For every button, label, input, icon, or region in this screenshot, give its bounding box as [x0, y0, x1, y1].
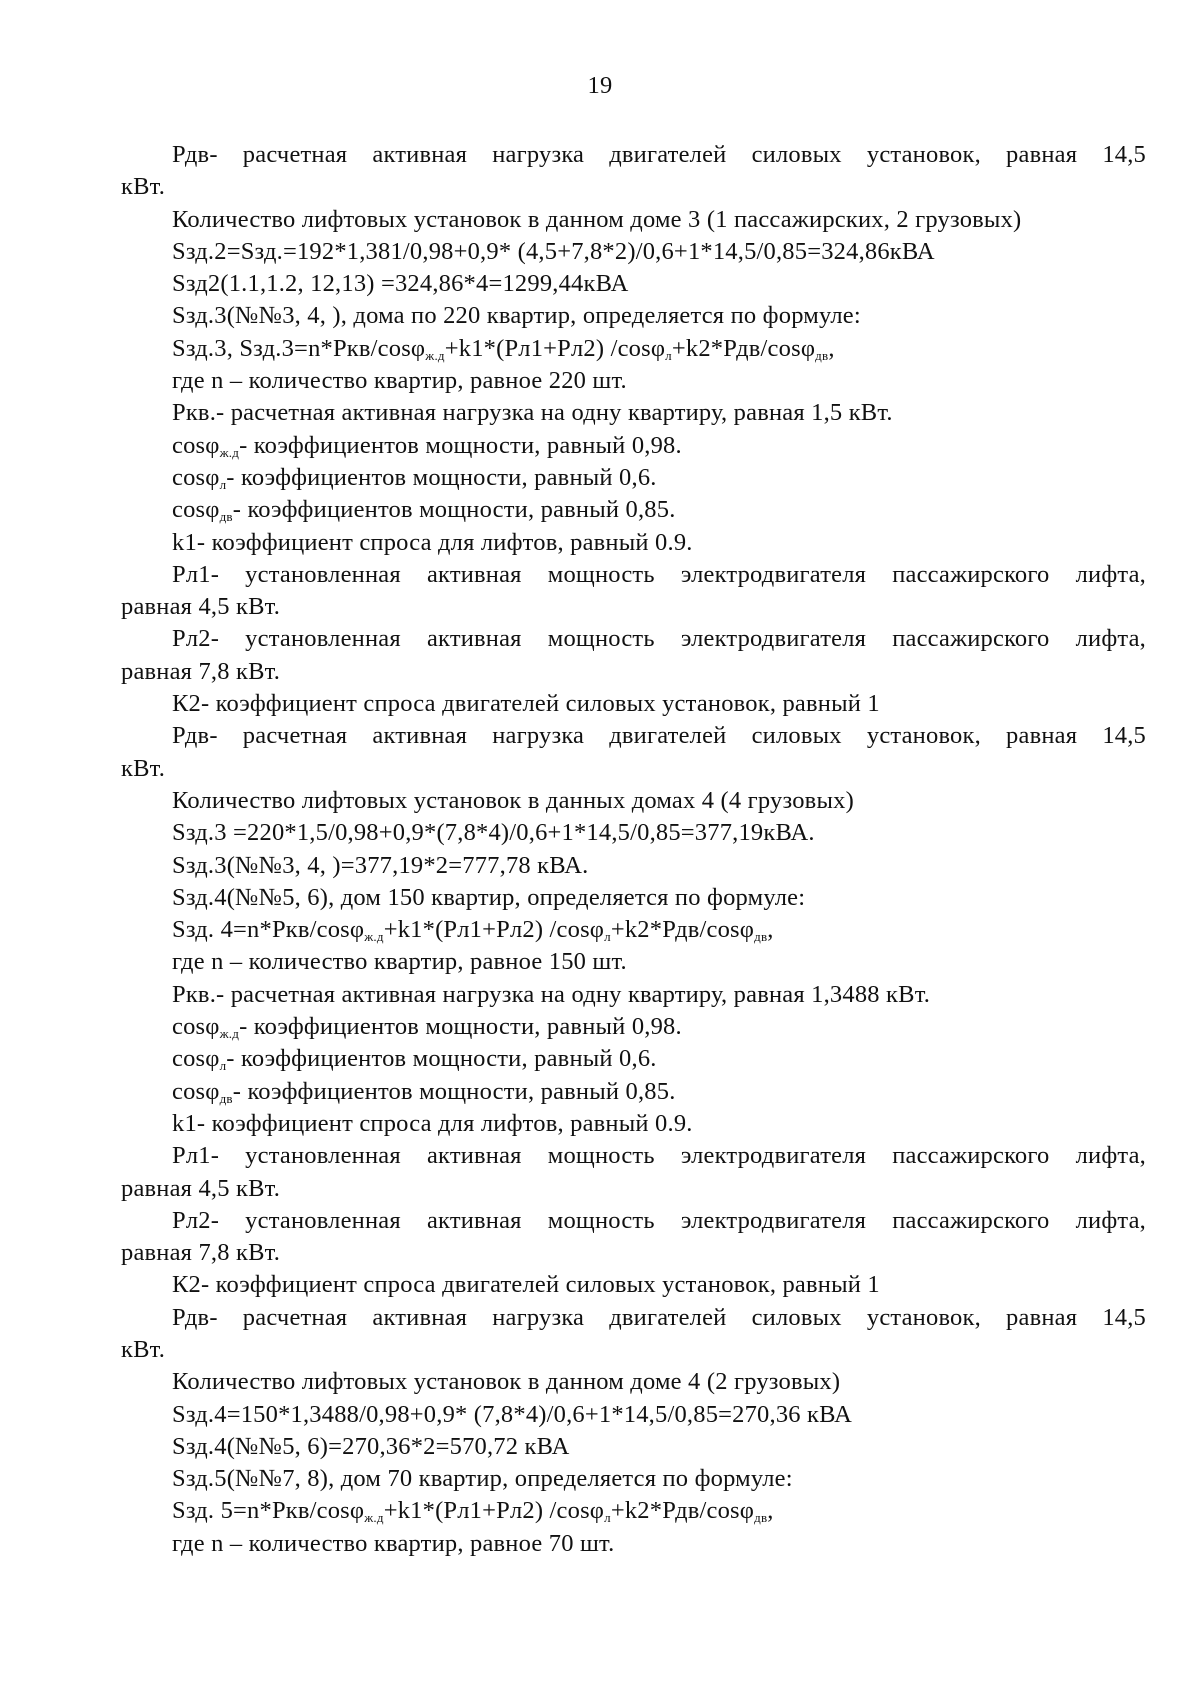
text-line: Рдв- расчетная активная нагрузка двигателей силовых установок, равная 14,5 — [172, 722, 1146, 750]
text-line: Sзд2(1.1,1.2, 12,13) =324,86*4=1299,44кВА — [172, 270, 629, 298]
subscript: дв — [754, 929, 768, 945]
text-line: кВт. — [121, 754, 166, 782]
formula-text: - коэффициентов мощности, равный 0,85. — [232, 1077, 676, 1105]
formula-text: cosφ — [172, 431, 220, 459]
subscript: дв — [754, 1510, 768, 1526]
formula-text: , — [767, 1497, 774, 1525]
text-line — [121, 1043, 1146, 1075]
subscript: ж.д — [219, 1026, 240, 1042]
subscript: л — [219, 1058, 227, 1074]
text-line: Sзд.2=Sзд.=192*1,381/0,98+0,9* (4,5+7,8*2)/0,6+1*14,5/0,85=324,86кВА — [172, 237, 935, 265]
subscript: дв — [219, 1090, 233, 1106]
text-line: где n – количество квартир, равное 70 шт. — [172, 1529, 615, 1557]
text-line: Sзд.4(№№5, 6), дом 150 квартир, определяется по формуле: — [172, 883, 806, 911]
text-line — [121, 494, 1146, 526]
subscript: л — [665, 347, 672, 363]
formula-text: Sзд.3, Sзд.3=n*Ркв/cosφ — [172, 334, 426, 362]
text-line: кВт. — [121, 173, 166, 201]
formula-text: - коэффициентов мощности, равный 0,85. — [232, 496, 676, 524]
text-line: Рл2- установленная активная мощность электродвигателя пассажирского лифта, — [172, 625, 1146, 653]
text-line — [121, 430, 1146, 462]
text-line: k1- коэффициент спроса для лифтов, равный 0.9. — [172, 1109, 693, 1137]
page-number: 19 — [587, 72, 613, 99]
formula-text: cosφ — [172, 1077, 220, 1105]
text-line: Ркв.- расчетная активная нагрузка на одну квартиру, равная 1,3488 кВт. — [172, 980, 931, 1008]
formula-text: cosφ — [172, 463, 220, 491]
formula-text: +k1*(Рл1+Рл2) /cosφ — [383, 1497, 605, 1525]
subscript: дв — [815, 347, 829, 363]
text-line — [121, 1011, 1146, 1043]
text-line: Количество лифтовых установок в данных домах 4 (4 грузовых) — [172, 786, 854, 814]
formula-text: cosφ — [172, 1045, 220, 1073]
formula-text: Sзд. 5=n*Ркв/cosφ — [172, 1497, 365, 1525]
text-line — [121, 914, 1146, 946]
subscript: дв — [219, 509, 233, 525]
text-line: k1- коэффициент спроса для лифтов, равный 0.9. — [172, 528, 693, 556]
subscript: л — [604, 929, 611, 945]
formula-text: - коэффициентов мощности, равный 0,98. — [239, 1013, 682, 1041]
text-line: Sзд.3(№№3, 4, )=377,19*2=777,78 кВА. — [172, 851, 589, 879]
text-line: Рл2- установленная активная мощность электродвигателя пассажирского лифта, — [172, 1206, 1146, 1234]
formula-text: +k1*(Рл1+Рл2) /cosφ — [444, 334, 666, 362]
text-line: Ркв.- расчетная активная нагрузка на одну квартиру, равная 1,5 кВт. — [172, 399, 893, 427]
text-line: Рдв- расчетная активная нагрузка двигателей силовых установок, равная 14,5 — [172, 1303, 1146, 1331]
text-line: Рдв- расчетная активная нагрузка двигателей силовых установок, равная 14,5 — [172, 141, 1146, 168]
text-line: Количество лифтовых установок в данном доме 3 (1 пассажирских, 2 грузовых) — [172, 205, 1022, 233]
text-line — [121, 333, 1146, 365]
formula-text: +k1*(Рл1+Рл2) /cosφ — [383, 916, 605, 944]
text-line: К2- коэффициент спроса двигателей силовых установок, равный 1 — [172, 1271, 880, 1299]
text-line: Sзд.3(№№3, 4, ), дома по 220 квартир, определяется по формуле: — [172, 302, 861, 330]
text-line: равная 7,8 кВт. — [121, 657, 281, 685]
text-line: Sзд.5(№№7, 8), дом 70 квартир, определяется по формуле: — [172, 1465, 793, 1493]
text-line: где n – количество квартир, равное 220 шт. — [172, 367, 627, 395]
subscript: ж.д — [219, 444, 240, 460]
formula-text: , — [767, 916, 774, 944]
subscript: ж.д — [364, 929, 384, 945]
formula-text: , — [828, 334, 835, 362]
text-line: равная 4,5 кВт. — [121, 593, 281, 621]
subscript: л — [219, 476, 227, 492]
formula-text: Sзд. 4=n*Ркв/cosφ — [172, 916, 365, 944]
text-line: равная 4,5 кВт. — [121, 1174, 281, 1202]
text-line: где n – количество квартир, равное 150 шт. — [172, 948, 627, 976]
text-line: равная 7,8 кВт. — [121, 1239, 281, 1267]
document-body — [121, 139, 1146, 1560]
formula-text: - коэффициентов мощности, равный 0,6. — [226, 463, 657, 491]
formula-text: - коэффициентов мощности, равный 0,98. — [239, 431, 682, 459]
formula-text: cosφ — [172, 496, 220, 524]
text-line: Количество лифтовых установок в данном доме 4 (2 грузовых) — [172, 1368, 841, 1396]
text-line — [121, 1495, 1146, 1527]
text-line — [121, 462, 1146, 494]
text-line: Sзд.4=150*1,3488/0,98+0,9* (7,8*4)/0,6+1*14,5/0,85=270,36 кВА — [172, 1400, 853, 1428]
formula-text: cosφ — [172, 1013, 220, 1041]
text-line: Рл1- установленная активная мощность электродвигателя пассажирского лифта, — [172, 1142, 1146, 1170]
formula-text: +k2*Рдв/cosφ — [610, 916, 755, 944]
text-line: Рл1- установленная активная мощность электродвигателя пассажирского лифта, — [172, 560, 1146, 588]
subscript: ж.д — [425, 347, 445, 363]
formula-text: +k2*Рдв/cosφ — [671, 334, 816, 362]
text-line: Sзд.4(№№5, 6)=270,36*2=570,72 кВА — [172, 1432, 570, 1460]
text-line: Sзд.3 =220*1,5/0,98+0,9*(7,8*4)/0,6+1*14,5/0,85=377,19кВА. — [172, 819, 815, 847]
text-line — [121, 1076, 1146, 1108]
subscript: ж.д — [364, 1510, 384, 1526]
subscript: л — [604, 1510, 611, 1526]
formula-text: +k2*Рдв/cosφ — [610, 1497, 755, 1525]
text-line: кВт. — [121, 1335, 166, 1363]
text-line: К2- коэффициент спроса двигателей силовых установок, равный 1 — [172, 690, 880, 718]
formula-text: - коэффициентов мощности, равный 0,6. — [226, 1045, 657, 1073]
